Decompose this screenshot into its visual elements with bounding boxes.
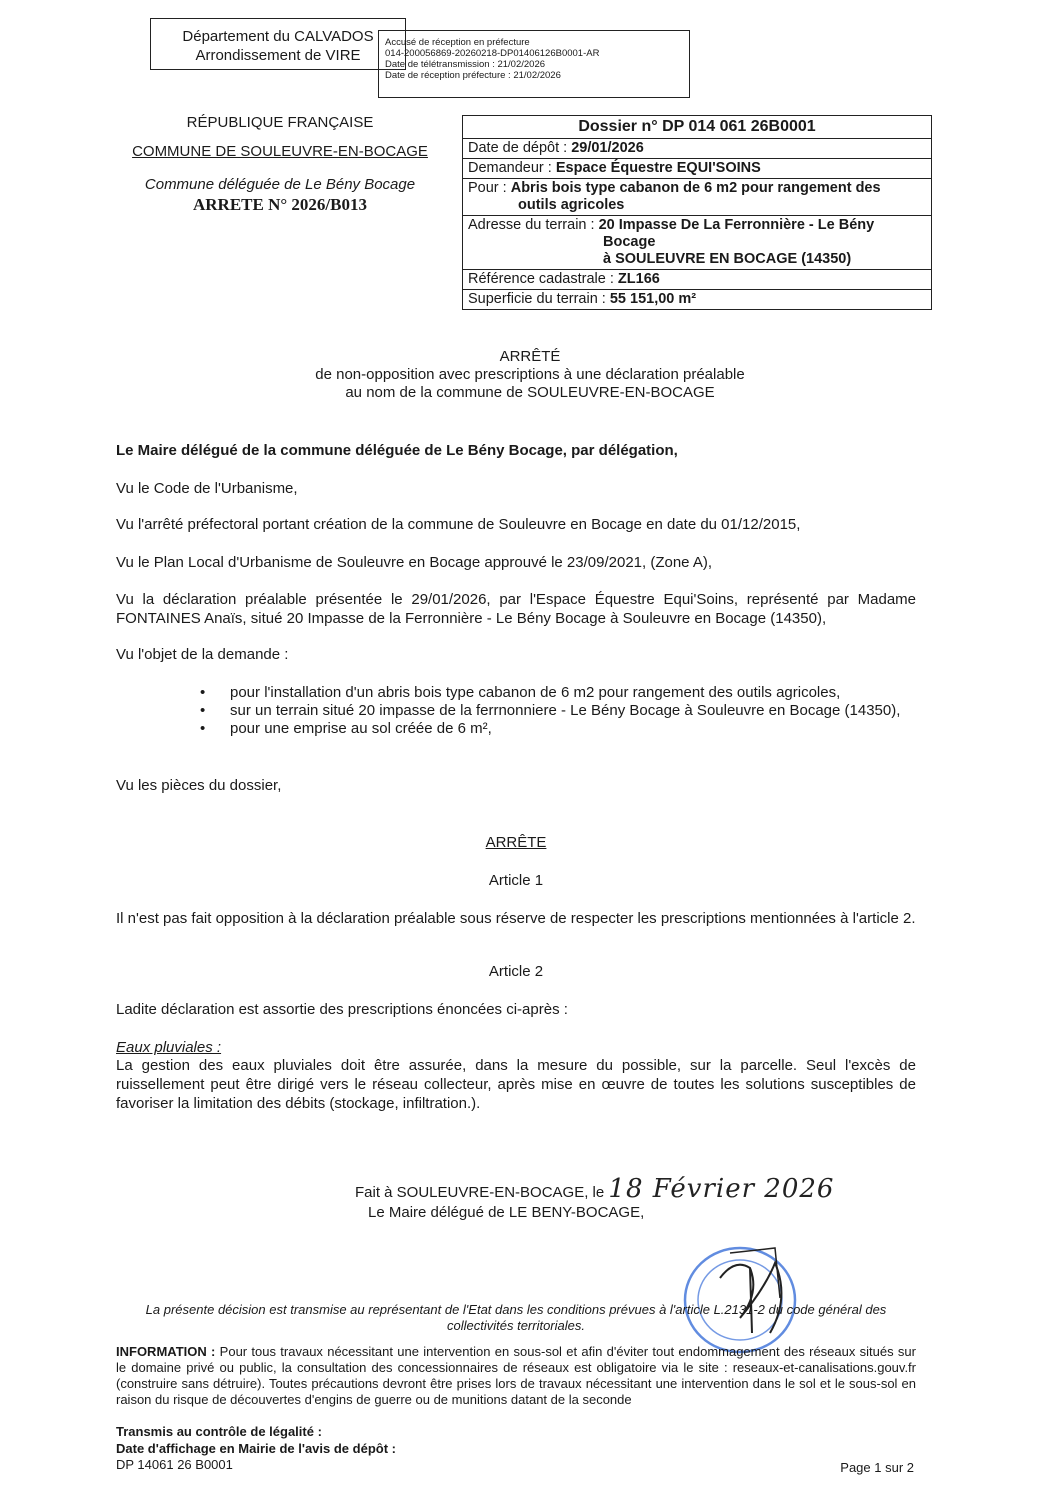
dossier-row-depot <box>463 139 931 159</box>
title-line: ARRÊTÉ <box>499 348 561 365</box>
commune-deleguee: Commune déléguée de Le Bény Bocage <box>144 176 416 193</box>
title-line: de non-opposition avec prescriptions à une déclaration préalable <box>315 366 745 383</box>
vu-arrete-prefectoral: Vu l'arrêté préfectoral portant création de la commune de Souleuvre en Bocage en date du 01/12/2015, <box>116 516 801 533</box>
commune-header <box>110 114 450 215</box>
list-item: • pour l'installation d'un abris bois type cabanon de 6 m2 pour rangement des outils agricoles, <box>116 684 916 701</box>
article1-title: Article 1 <box>488 872 544 889</box>
title-line: au nom de la commune de SOULEUVRE-EN-BOCAGE <box>345 384 715 401</box>
document-title <box>180 348 880 402</box>
republique-title: RÉPUBLIQUE FRANÇAISE <box>186 114 374 131</box>
arrete-number: ARRETE N° 2026/B013 <box>193 195 367 214</box>
official-stamp <box>680 1238 820 1358</box>
accuse-line: Date de réception préfecture : 21/02/2026 <box>385 70 561 81</box>
department-line: Département du CALVADOS <box>182 28 374 45</box>
dossier-row-demandeur <box>463 159 931 179</box>
list-item: • sur un terrain situé 20 impasse de la ferrnonniere - Le Bény Bocage à Souleuvre en Bocage (14350), <box>116 702 916 719</box>
maire-delegue-title: Le Maire délégué de LE BENY-BOCAGE, <box>368 1204 645 1221</box>
cadastre-value: ZL166 <box>617 271 660 287</box>
accuse-line: 014-200056869-20260218-DP01406126B0001-AR <box>385 48 600 59</box>
demandeur-value: Espace Équestre EQUI'SOINS <box>555 160 761 176</box>
handwritten-date: 18 Février 2026 <box>608 1174 835 1204</box>
information-block <box>116 1344 916 1408</box>
adresse-label: Adresse du terrain : <box>468 217 599 233</box>
vu-objet: Vu l'objet de la demande : <box>116 646 289 663</box>
article2-text: Ladite déclaration est assortie des prescriptions énoncées ci-après : <box>116 1001 568 1018</box>
transmis-controle: Transmis au contrôle de légalité : <box>116 1424 322 1439</box>
dossier-title: Dossier n° DP 014 061 26B0001 <box>463 116 931 139</box>
pour-label: Pour : <box>468 180 511 196</box>
dossier-row-superficie <box>463 290 931 309</box>
article2-title: Article 2 <box>488 963 544 980</box>
dossier-reference: DP 14061 26 B0001 <box>116 1457 233 1472</box>
arrondissement-line: Arrondissement de VIRE <box>195 47 361 64</box>
vu-declaration: Vu la déclaration préalable présentée le 29/01/2026, par l'Espace Équestre Equi'Soins, représenté par Madame FONTAINES Anaïs, situé 20 Impasse de la Ferronnière - Le Bény Bocage à Souleuvre en Bocage (14350), <box>116 591 916 627</box>
superficie-label: Superficie du terrain : <box>468 291 610 307</box>
pour-value-cont: outils agricoles <box>518 197 625 213</box>
signature-block <box>355 1174 915 1204</box>
fait-a: Fait à SOULEUVRE-EN-BOCAGE, le <box>355 1184 609 1201</box>
dossier-row-cadastre <box>463 270 931 290</box>
arrete-heading: ARRÊTE <box>485 834 547 851</box>
accuse-reception-box <box>378 30 690 98</box>
page-number: Page 1 sur 2 <box>840 1460 914 1475</box>
maire-delegation: Le Maire délégué de la commune déléguée de Le Bény Bocage, par délégation, <box>116 442 678 459</box>
commune-title: COMMUNE DE SOULEUVRE-EN-BOCAGE <box>132 143 428 160</box>
adresse-value-cont: Bocage <box>603 234 656 250</box>
depot-value: 29/01/2026 <box>571 140 644 156</box>
adresse-value: 20 Impasse De La Ferronnière - Le Bény <box>598 217 875 233</box>
eaux-pluviales-text: La gestion des eaux pluviales doit être assurée, dans la mesure du possible, sur la parcelle. Seul l'excès de ruissellement peut être dirigé vers le réseau collecteur, après mise en œuvre de toutes les solutions susceptibles de favoriser la limitation des débits (stockage, infiltration.). <box>116 1057 916 1112</box>
vu-plu: Vu le Plan Local d'Urbanisme de Souleuvre en Bocage approuvé le 23/09/2021, (Zone A), <box>116 554 713 571</box>
demandeur-label: Demandeur : <box>468 160 556 176</box>
accuse-line: Accusé de réception en préfecture <box>385 37 530 48</box>
adresse-value-city: à SOULEUVRE EN BOCAGE (14350) <box>603 251 852 267</box>
article1-text: Il n'est pas fait opposition à la déclaration préalable sous réserve de respecter les prescriptions mentionnées à l'article 2. <box>116 910 916 927</box>
transmission-note: La présente décision est transmise au représentant de l'Etat dans les conditions prévues à l'article L.2131-2 du code général des collectivités territoriales. <box>145 1302 887 1333</box>
depot-label: Date de dépôt : <box>468 140 572 156</box>
list-item: • pour une emprise au sol créée de 6 m², <box>116 720 916 737</box>
vu-pieces: Vu les pièces du dossier, <box>116 777 282 794</box>
information-text: Pour tous travaux nécessitant une intervention en sous-sol et afin d'éviter tout endommagement des réseaux situés sur le domaine privé ou public, la consultation des concessionnaires de réseaux est obligatoire via le site : reseaux-et-canalisations.gouv.fr (construire sans détruire). Toutes précautions devront être prises lors de travaux nécessitant une intervention dans le sol et le sous-sol en raison du risque de découvertes d'engins de guerre ou de munitions datant de la seconde <box>116 1344 916 1407</box>
dossier-box <box>462 115 932 310</box>
department-box <box>150 18 406 70</box>
eaux-pluviales-title: Eaux pluviales : <box>116 1039 222 1056</box>
date-affichage: Date d'affichage en Mairie de l'avis de dépôt : <box>116 1441 396 1456</box>
vu-code-urbanisme: Vu le Code de l'Urbanisme, <box>116 480 298 497</box>
information-label: INFORMATION : <box>116 1344 220 1359</box>
cadastre-label: Référence cadastrale : <box>468 271 618 287</box>
dossier-row-adresse <box>463 216 931 270</box>
superficie-value: 55 151,00 m² <box>609 291 697 307</box>
pour-value: Abris bois type cabanon de 6 m2 pour rangement des <box>510 180 881 196</box>
objet-list <box>116 684 916 738</box>
dossier-row-pour <box>463 179 931 216</box>
accuse-line: Date de télétransmission : 21/02/2026 <box>385 59 546 70</box>
